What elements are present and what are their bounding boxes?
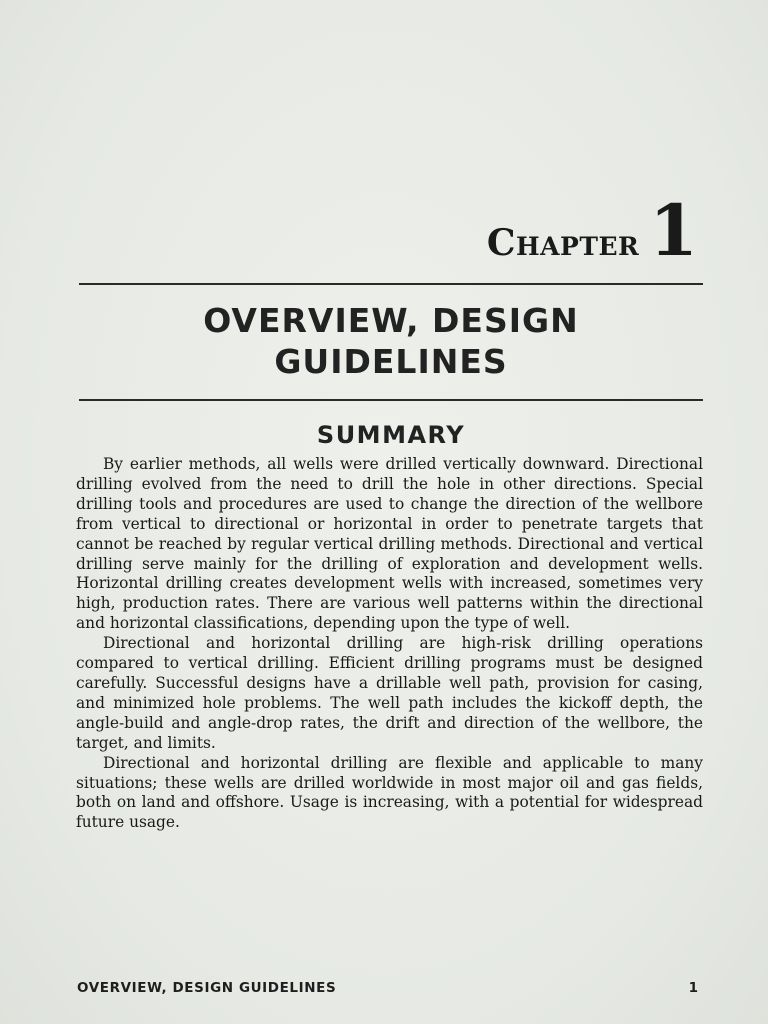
title-top-rule [79,283,703,285]
running-footer-title: OVERVIEW, DESIGN GUIDELINES [77,980,337,996]
section-heading: SUMMARY [316,421,466,449]
title-bottom-rule [79,399,703,401]
paragraph: Directional and horizontal drilling are flexible and applicable to many situations; these wells are drilled worldwide in most major oil and gas fields, both on land and offshore. Usage is increasing, with a potential for widespread future usage. [76,753,703,832]
chapter-title [79,300,703,382]
page-number: 1 [688,980,698,996]
paragraph: Directional and horizontal drilling are high-risk drilling operations compared to vertical drilling. Efficient drilling programs must be designed carefully. Successful designs have a drillable well path, provision for casing, and minimized hole problems. The well path includes the kickoff depth, the angle-build and angle-drop rates, the drift and direction of the wellbore, the target, and limits. [76,634,703,752]
chapter-title-line-2: GUIDELINES [274,342,508,381]
chapter-label: Chapter [486,222,640,264]
summary-body [76,455,703,833]
paragraph: By earlier methods, all wells were drilled vertically downward. Directional drilling evolved from the need to drill the hole in other directions. Special drilling tools and procedures are used to change the direction of the wellbore from vertical to directional or horizontal in order to penetrate targets that cannot be reached by regular vertical drilling methods. Directional and vertical drilling serve mainly for the drilling of exploration and development wells. Horizontal drilling creates development wells with increased, sometimes very high, production rates. There are various well patterns within the directional and horizontal classifications, depending upon the type of well. [76,455,703,633]
chapter-heading [486,189,698,272]
chapter-title-line-1: OVERVIEW, DESIGN [203,301,579,340]
chapter-number: 1 [649,189,698,272]
